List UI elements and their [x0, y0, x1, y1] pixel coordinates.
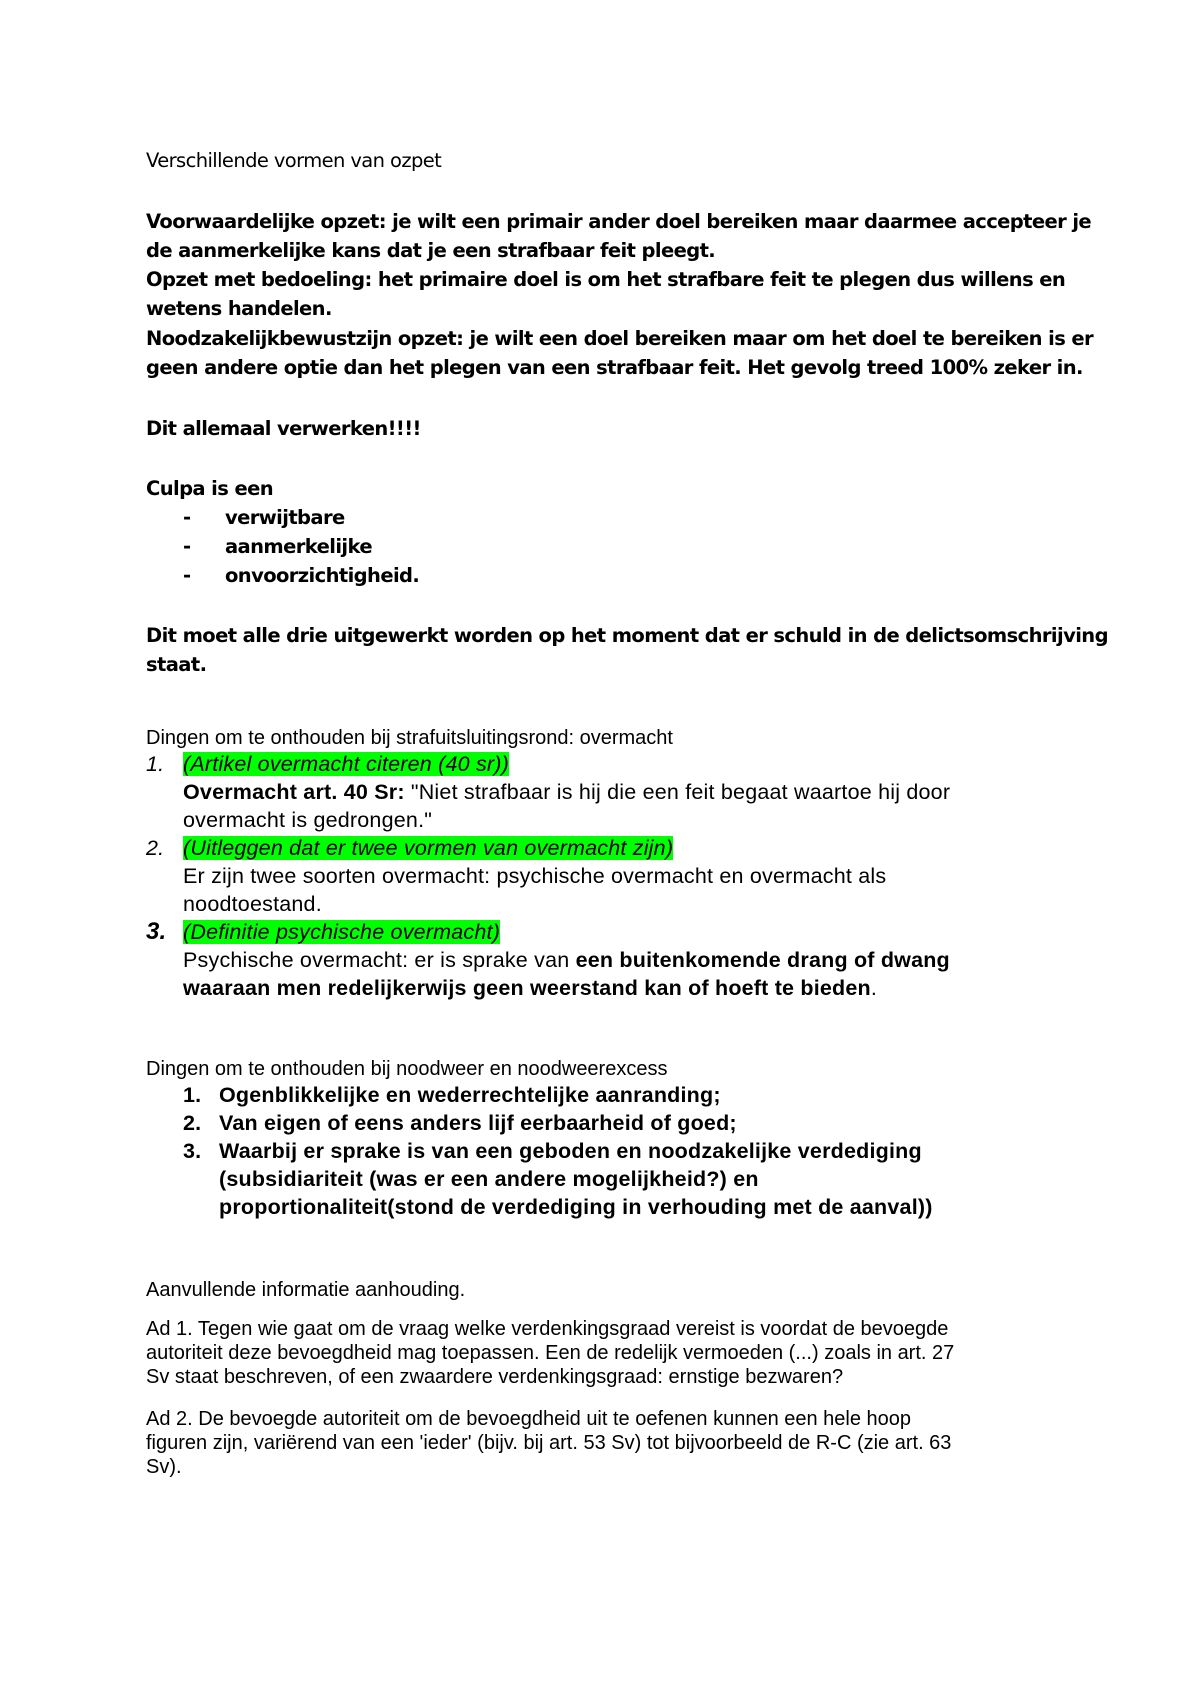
noodweer-item-3-line1: Waarbij er sprake is van een geboden en noodzakelijke verdediging [219, 1139, 922, 1163]
culpa-item-3: onvoorzichtigheid. [225, 564, 420, 587]
noodweer-item-1: Ogenblikkelijke en wederrechtelijke aanranding; [219, 1083, 721, 1107]
overmacht-number-1: 1. [146, 752, 165, 776]
aanhouding-ad1-line3: Sv staat beschreven, of een zwaardere verdenkingsgraad: ernstige bezwaren? [146, 1366, 844, 1388]
overmacht-article-label: Overmacht art. 40 Sr: [183, 780, 405, 804]
aanhouding-ad2-line3: Sv). [146, 1456, 182, 1478]
list-bullet: - [183, 564, 191, 587]
opzet-voorwaardelijk-label: Voorwaardelijke opzet [146, 210, 379, 233]
overmacht-highlight-1: (Artikel overmacht citeren (40 sr)) [183, 752, 509, 776]
aanhouding-ad1-line2: autoriteit deze bevoegdheid mag toepassen. Een de redelijk vermoeden (...) zoals in art. 27 [146, 1342, 955, 1364]
aanhouding-ad2-line1: Ad 2. De bevoegde autoriteit om de bevoegdheid uit te oefenen kunnen een hele hoop [146, 1408, 912, 1430]
document-title: Verschillende vormen van ozpet [146, 149, 442, 172]
noodweer-item-3-line3: proportionaliteit(stond de verdediging in verhouding met de aanval)) [219, 1195, 933, 1219]
culpa-item-1: verwijtbare [225, 506, 345, 529]
culpa-intro: Culpa is een [146, 477, 273, 500]
opzet-noodzakelijk-label: Noodzakelijkbewustzijn opzet [146, 327, 457, 350]
list-bullet: - [183, 506, 191, 529]
opzet-noodzakelijk-line1: Noodzakelijkbewustzijn opzet: je wilt een doel bereiken maar om het doel te bereiken is er [146, 327, 1094, 350]
overmacht-heading: Dingen om te onthouden bij strafuitsluitingsrond: overmacht [146, 727, 673, 749]
verwerken-note: Dit allemaal verwerken!!!! [146, 417, 421, 440]
overmacht-highlight-2: (Uitleggen dat er twee vormen van overmacht zijn) [183, 836, 674, 860]
overmacht-article-line1: Overmacht art. 40 Sr: "Niet strafbaar is hij die een feit begaat waartoe hij door [183, 780, 951, 804]
overmacht-text-3-line1: Psychische overmacht: er is sprake van een buitenkomende drang of dwang [183, 948, 950, 972]
noodweer-number-2: 2. [183, 1111, 202, 1135]
overmacht-highlight-3: (Definitie psychische overmacht) [183, 920, 501, 944]
opzet-noodzakelijk-line2: geen andere optie dan het plegen van een strafbaar feit. Het gevolg treed 100% zeker in. [146, 356, 1083, 379]
noodweer-number-3: 3. [183, 1139, 202, 1163]
overmacht-article-line2: overmacht is gedrongen." [183, 808, 433, 832]
opzet-bedoeling-label: Opzet met bedoeling [146, 268, 365, 291]
noodweer-item-2: Van eigen of eens anders lijf eerbaarheid of goed; [219, 1111, 737, 1135]
overmacht-number-2: 2. [146, 836, 165, 860]
culpa-item-2: aanmerkelijke [225, 535, 372, 558]
overmacht-text-2-line1: Er zijn twee soorten overmacht: psychische overmacht en overmacht als [183, 864, 887, 888]
overmacht-text-3-line2: waaraan men redelijkerwijs geen weerstand kan of hoeft te bieden. [183, 976, 878, 1000]
aanhouding-ad2-line2: figuren zijn, variërend van een 'ieder' (bijv. bij art. 53 Sv) tot bijvoorbeeld de R-C (zie art. 63 [146, 1432, 952, 1454]
aanhouding-ad1-line1: Ad 1. Tegen wie gaat om de vraag welke verdenkingsgraad vereist is voordat de bevoegde [146, 1318, 949, 1340]
culpa-note-line2: staat. [146, 653, 207, 676]
opzet-voorwaardelijk-line2: de aanmerkelijke kans dat je een strafbaar feit pleegt. [146, 239, 716, 262]
overmacht-number-3: 3. [146, 918, 167, 945]
noodweer-heading: Dingen om te onthouden bij noodweer en noodweerexcess [146, 1058, 668, 1080]
opzet-voorwaardelijk-line1: Voorwaardelijke opzet: je wilt een primair ander doel bereiken maar daarmee accepteer je [146, 210, 1092, 233]
opzet-bedoeling-line1: Opzet met bedoeling: het primaire doel is om het strafbare feit te plegen dus willens en [146, 268, 1066, 291]
aanhouding-heading: Aanvullende informatie aanhouding. [146, 1279, 466, 1301]
culpa-note-line1: Dit moet alle drie uitgewerkt worden op het moment dat er schuld in de delictsomschrijving [146, 624, 1108, 647]
opzet-bedoeling-line2: wetens handelen. [146, 297, 332, 320]
noodweer-item-3-line2: (subsidiariteit (was er een andere mogelijkheid?) en [219, 1167, 759, 1191]
overmacht-text-2-line2: noodtoestand. [183, 892, 322, 916]
noodweer-number-1: 1. [183, 1083, 202, 1107]
list-bullet: - [183, 535, 191, 558]
